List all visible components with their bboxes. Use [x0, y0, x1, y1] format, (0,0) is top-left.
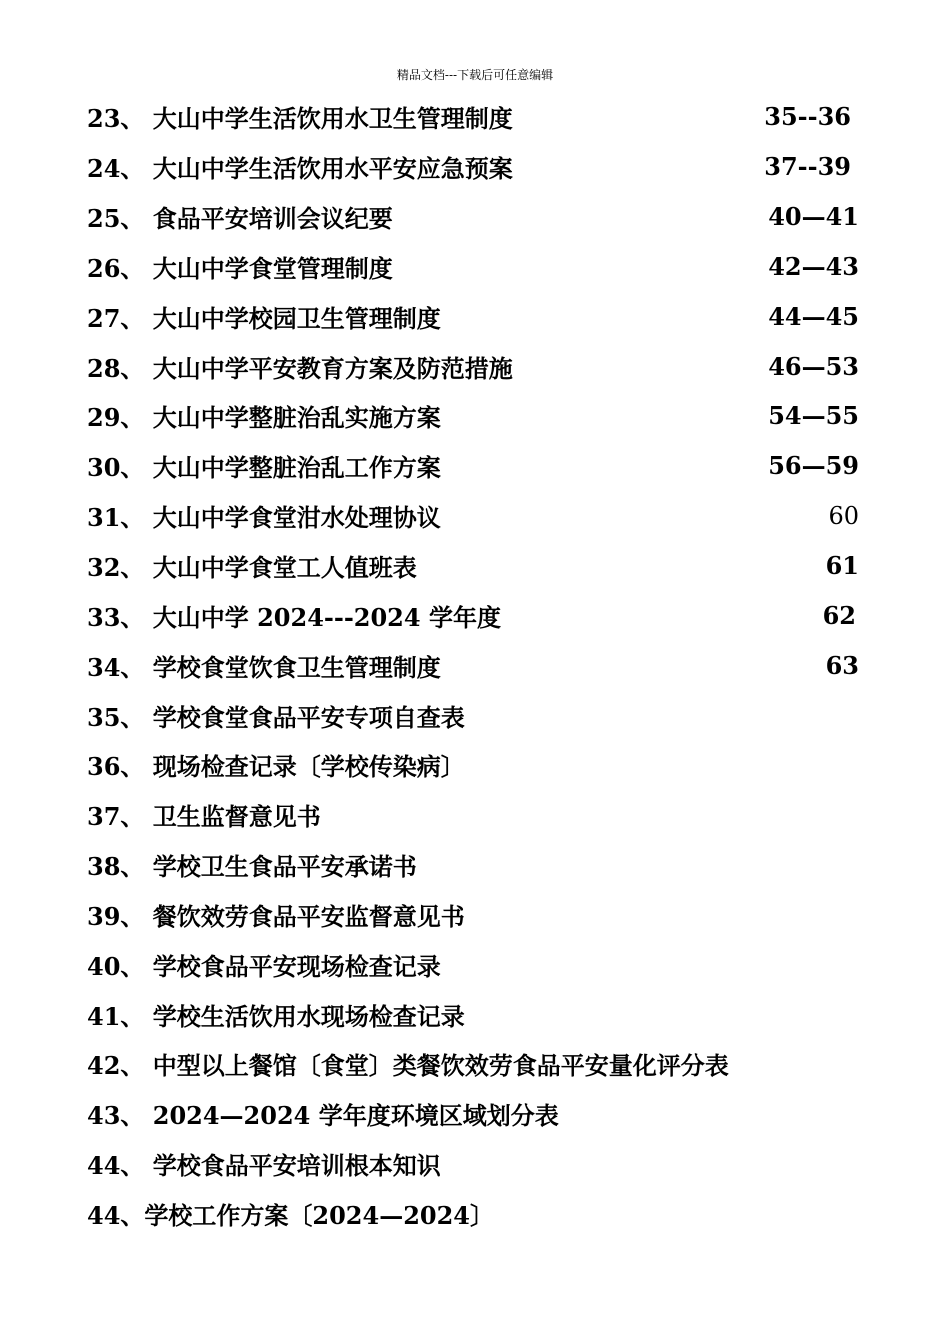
- toc-entry-page: 62: [822, 600, 856, 630]
- toc-entry-label: 43、 2024—2024 学年度环境区域划分表: [87, 1101, 559, 1131]
- toc-entry-27: [87, 291, 859, 341]
- toc-entry-25: [87, 192, 859, 242]
- toc-entry-44: [87, 1139, 859, 1189]
- toc-entry-37: [87, 790, 859, 840]
- toc-entry-label: 30、 大山中学整脏治乱工作方案: [87, 453, 441, 483]
- toc-entry-41: [87, 989, 859, 1039]
- toc-entry-label: 27、 大山中学校园卫生管理制度: [87, 303, 441, 333]
- toc-entry-label: 24、 大山中学生活饮用水平安应急预案: [87, 154, 513, 184]
- toc-entry-page: 40—41: [768, 202, 859, 232]
- toc-entry-label: 41、 学校生活饮用水现场检查记录: [87, 1001, 465, 1031]
- toc-entry-label: 23、 大山中学生活饮用水卫生管理制度: [87, 104, 513, 134]
- toc-entry-40: [87, 939, 859, 989]
- toc-entry-29: [87, 391, 859, 441]
- toc-entry-44b: [87, 1189, 859, 1239]
- toc-entry-page: 44—45: [768, 301, 859, 331]
- toc-entry-label: 44、 学校食品平安培训根本知识: [87, 1151, 441, 1181]
- toc-entry-36: [87, 740, 859, 790]
- toc-entry-31: [87, 491, 859, 541]
- toc-entry-24: [87, 142, 859, 192]
- toc-entry-39: [87, 890, 859, 940]
- toc-entry-label: 33、 大山中学 2024---2024 学年度: [87, 602, 501, 632]
- toc-entry-page: 60: [828, 501, 859, 530]
- toc-entry-23: [87, 92, 859, 142]
- toc-entry-label: 35、 学校食堂食品平安专项自查表: [87, 702, 465, 732]
- toc-entry-page: 37--39: [764, 152, 851, 182]
- toc-entry-label: 26、 大山中学食堂管理制度: [87, 253, 393, 283]
- toc-entry-28: [87, 341, 859, 391]
- toc-entry-label: 32、 大山中学食堂工人值班表: [87, 553, 417, 583]
- toc-entry-label: 40、 学校食品平安现场检查记录: [87, 951, 441, 981]
- toc-entry-page: 35--36: [764, 102, 851, 132]
- toc-entry-label: 29、 大山中学整脏治乱实施方案: [87, 403, 441, 433]
- table-of-contents: [87, 92, 859, 1238]
- toc-entry-label: 25、 食品平安培训会议纪要: [87, 204, 393, 234]
- toc-entry-page: 42—43: [768, 251, 859, 281]
- toc-entry-label: 31、 大山中学食堂泔水处理协议: [87, 503, 441, 533]
- toc-entry-42: [87, 1039, 859, 1089]
- toc-entry-label: 38、 学校卫生食品平安承诺书: [87, 852, 417, 882]
- toc-entry-label: 37、 卫生监督意见书: [87, 802, 321, 832]
- toc-entry-32: [87, 541, 859, 591]
- toc-entry-page: 56—59: [768, 451, 859, 481]
- toc-entry-label: 39、 餐饮效劳食品平安监督意见书: [87, 901, 465, 931]
- toc-entry-33: [87, 590, 859, 640]
- toc-entry-38: [87, 840, 859, 890]
- toc-entry-label: 44、学校工作方案〔2024—2024〕: [87, 1200, 494, 1230]
- toc-entry-43: [87, 1089, 859, 1139]
- toc-entry-page: 61: [825, 551, 859, 581]
- toc-entry-30: [87, 441, 859, 491]
- toc-entry-label: 42、 中型以上餐馆〔食堂〕类餐饮效劳食品平安量化评分表: [87, 1051, 729, 1081]
- toc-entry-26: [87, 242, 859, 292]
- toc-entry-label: 36、 现场检查记录〔学校传染病〕: [87, 752, 465, 782]
- toc-entry-label: 28、 大山中学平安教育方案及防范措施: [87, 353, 513, 383]
- toc-entry-page: 46—53: [768, 351, 859, 381]
- toc-entry-page: 63: [825, 650, 859, 680]
- toc-entry-34: [87, 640, 859, 690]
- page-header: 精品文档---下载后可任意编辑: [396, 68, 554, 82]
- toc-entry-page: 54—55: [768, 401, 859, 431]
- toc-entry-35: [87, 690, 859, 740]
- toc-entry-label: 34、 学校食堂饮食卫生管理制度: [87, 652, 441, 682]
